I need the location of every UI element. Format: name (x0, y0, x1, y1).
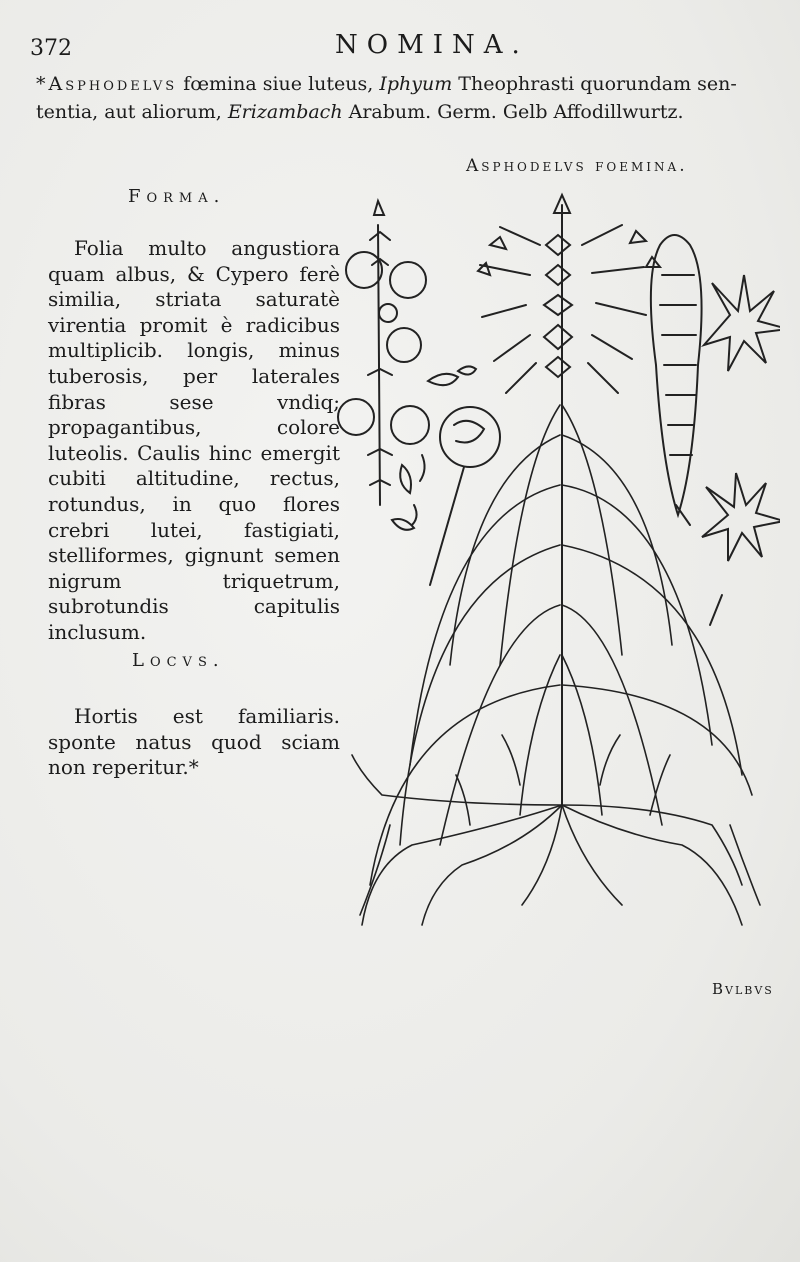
intro-text-4: Arabum. Germ. Gelb Affodillwurtz. (342, 101, 684, 123)
page-number: 372 (30, 36, 72, 61)
seed-stalk-illustration (338, 201, 476, 530)
intro-italic-1: Iphyum (379, 73, 453, 95)
locus-paragraph: Hortis est familiaris. sponte natus quod sciam non reperitur.* (48, 704, 340, 780)
locus-heading: Locvs. (132, 650, 225, 671)
forma-paragraph: Folia multo angustiora quam albus, & Cypero ferè similia, striata saturatè virentia promit è radicibus multiplicib. longis, minus tuberosis, per laterales fibras sese vndiq; propagantibus, colore luteolis. Caulis hinc emergit cubiti altitudine, rectus, rotundus, in quo flores crebri lutei, fastigiati, stelliformes, gignunt semen nigrum triquetrum, subrotundis capitulis inclusum. (48, 236, 340, 644)
figure-caption: Asphodelvs foemina. (466, 156, 688, 176)
roots-illustration (352, 735, 760, 925)
intro-text-2: Theophrasti quorundam sen- (452, 73, 737, 95)
star-flower-illustration (702, 275, 780, 625)
intro-italic-2: Erizambach (227, 101, 343, 123)
intro-text-1: fœmina siue luteus, (177, 73, 380, 95)
intro-paragraph (36, 70, 776, 126)
plant-woodcut-illustration (330, 185, 780, 955)
catchword: Bvlbvs (712, 980, 774, 998)
flower-head-illustration (651, 235, 702, 525)
intro-text-3: tentia, aut aliorum, (36, 101, 228, 123)
forma-heading: Forma. (128, 186, 226, 207)
running-head: NOMINA. (335, 30, 529, 60)
seed-pod-illustration (430, 407, 500, 585)
intro-lead-word: *Asphodelvs (36, 73, 178, 95)
